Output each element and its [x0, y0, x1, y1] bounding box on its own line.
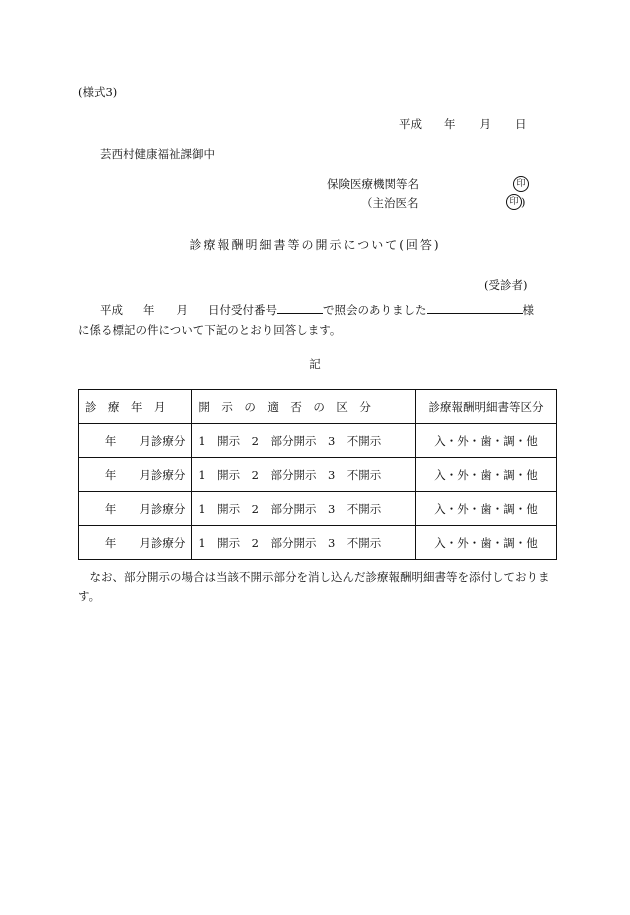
cell-statement-type[interactable]: 入・外・歯・調・他 [416, 526, 557, 560]
header-statement-category: 診療報酬明細書等区分 [416, 390, 557, 424]
body-inquiry: で照会のありました [323, 303, 427, 317]
header-disclosure-category: 開 示 の 適 否 の 区 分 [192, 390, 416, 424]
cell-statement-type[interactable]: 入・外・歯・調・他 [416, 458, 557, 492]
patient-label: (受診者) [484, 278, 528, 292]
body-year: 年 [143, 303, 155, 317]
response-table [78, 389, 557, 560]
form-number: (様式3) [78, 85, 118, 99]
institution-label: 保険医療機関等名 [327, 177, 419, 191]
table-row [79, 458, 557, 492]
date-year: 年 [444, 117, 456, 131]
body-month: 月 [176, 303, 188, 317]
date-month: 月 [479, 117, 491, 131]
institution-seal-icon: 印 [513, 176, 529, 192]
cell-treatment-month[interactable]: 年 月診療分 [79, 526, 192, 560]
cell-treatment-month[interactable]: 年 月診療分 [79, 424, 192, 458]
table-row [79, 492, 557, 526]
cell-disclosure-options[interactable]: 1 開示 2 部分開示 3 不開示 [192, 424, 416, 458]
page-title: 診療報酬明細書等の開示について(回答) [189, 238, 441, 252]
body-receipt: 日付受付番号 [208, 303, 277, 317]
ki-heading: 記 [309, 357, 321, 371]
cell-disclosure-options[interactable]: 1 開示 2 部分開示 3 不開示 [192, 492, 416, 526]
addressee: 芸西村健康福祉課御中 [100, 147, 215, 161]
cell-disclosure-options[interactable]: 1 開示 2 部分開示 3 不開示 [192, 526, 416, 560]
receipt-number-blank[interactable] [277, 302, 323, 314]
header-treatment-month: 診 療 年 月 [79, 390, 192, 424]
doctor-seal-icon: 印 [506, 194, 522, 210]
closing-note: なお、部分開示の場合は当該不開示部分を消し込んだ診療報酬明細書等を添付しております。 [78, 570, 550, 603]
body-paragraph [78, 300, 558, 340]
cell-treatment-month[interactable]: 年 月診療分 [79, 458, 192, 492]
cell-statement-type[interactable]: 入・外・歯・調・他 [416, 424, 557, 458]
date-day: 日 [515, 117, 527, 131]
patient-name-blank[interactable] [427, 302, 523, 314]
body-line2: に係る標記の件について下記のとおり回答します。 [78, 323, 342, 337]
body-era: 平成 [100, 303, 123, 317]
body-sama: 様 [522, 303, 534, 317]
cell-disclosure-options[interactable]: 1 開示 2 部分開示 3 不開示 [192, 458, 416, 492]
cell-treatment-month[interactable]: 年 月診療分 [79, 492, 192, 526]
table-row [79, 424, 557, 458]
table-row [79, 526, 557, 560]
doctor-label-close: ) [521, 195, 526, 209]
cell-statement-type[interactable]: 入・外・歯・調・他 [416, 492, 557, 526]
date-era: 平成 [399, 117, 422, 131]
doctor-label: （主治医名 [361, 196, 419, 210]
table-header-row [79, 390, 557, 424]
date-line [399, 116, 527, 132]
